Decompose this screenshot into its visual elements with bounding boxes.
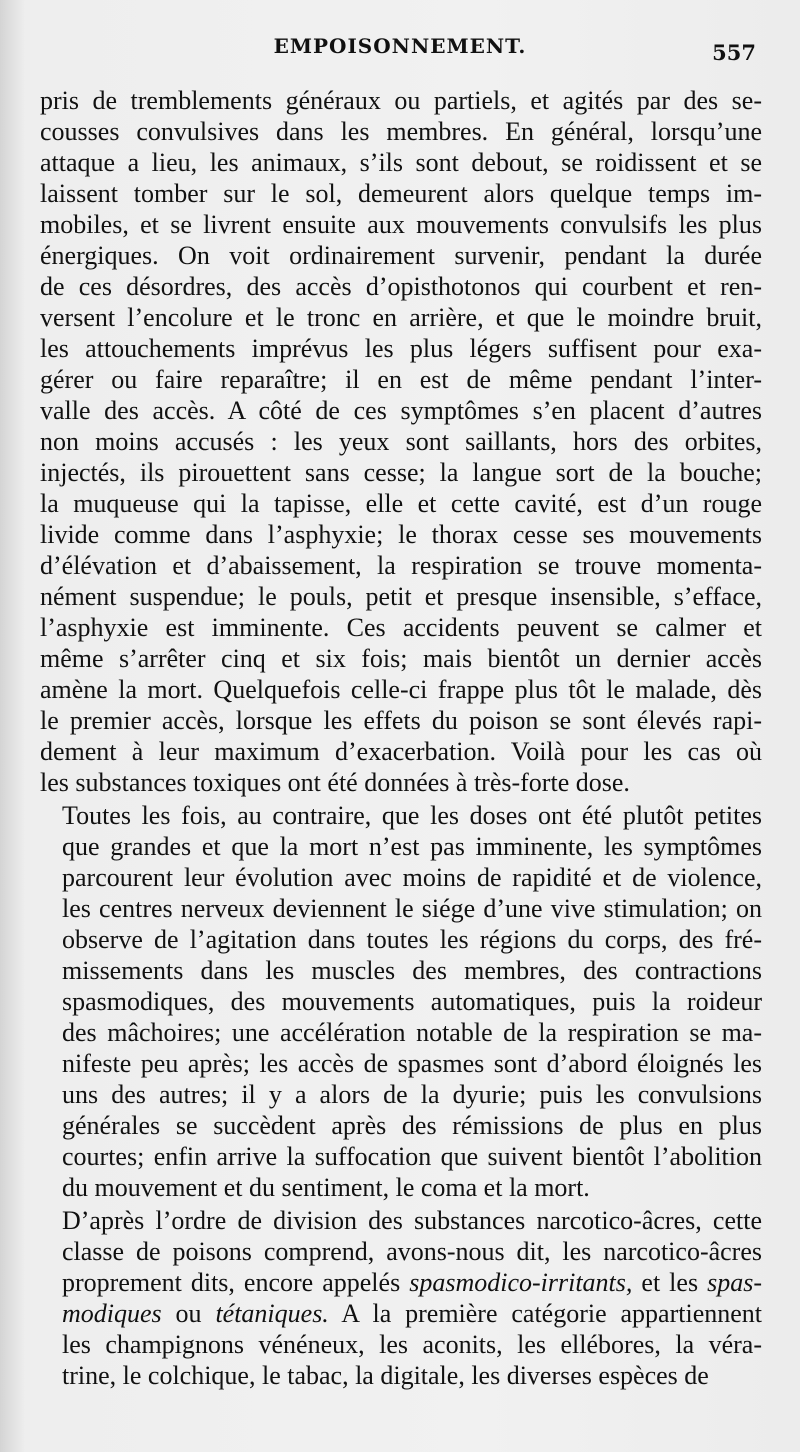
- italic-term: spas-: [707, 1268, 762, 1297]
- italic-term: modiques: [62, 1299, 162, 1328]
- text-line: missements dans les muscles des membres, des contractions: [62, 956, 762, 985]
- text-run: trine, le colchique, le tabac, la digitale, les diverses espèces de: [62, 1361, 709, 1390]
- text-line: valle des accès. A côté de ces symptômes s’en placent d’autres: [40, 396, 762, 425]
- text-line: mobiles, et se livrent ensuite aux mouvements convulsifs les plus: [40, 210, 762, 239]
- text-line: le premier accès, lorsque les effets du poison se sont élevés rapi-: [40, 706, 762, 735]
- text-line: versent l’encolure et le tronc en arrière, et que le moindre bruit,: [40, 303, 762, 332]
- text-line: énergiques. On voit ordinairement survenir, pendant la durée: [40, 241, 762, 270]
- text-line: [40, 1205, 762, 1236]
- italic-term: tétaniques.: [215, 1299, 329, 1328]
- text-line: dement à leur maximum d’exacerbation. Voilà pour les cas où: [40, 737, 762, 766]
- text-line: les substances toxiques ont été données à très-forte dose.: [40, 768, 630, 797]
- text-line: des mâchoires; une accélération notable de la respiration se ma-: [62, 1018, 762, 1047]
- paragraph-3: [40, 1205, 762, 1391]
- text-line: les centres nerveux deviennent le siége d’une vive stimulation; on: [62, 894, 762, 923]
- text-line: du mouvement et du sentiment, le coma et la mort.: [62, 1173, 590, 1202]
- text-run: les champignons vénéneux, les aconits, les ellébores, la véra-: [62, 1330, 762, 1359]
- text-line: [40, 1267, 762, 1298]
- text-run: ou: [161, 1299, 216, 1328]
- text-line: parcourent leur évolution avec moins de rapidité et de violence,: [62, 863, 762, 892]
- paragraph-1: [40, 85, 762, 798]
- text-line: la muqueuse qui la tapisse, elle et cette cavité, est d’un rouge: [40, 489, 762, 518]
- text-line: même s’arrêter cinq et six fois; mais bientôt un dernier accès: [40, 644, 762, 673]
- paragraph-2: [40, 800, 762, 1203]
- italic-term: spasmodico-irritants,: [409, 1268, 633, 1297]
- text-run: D’après l’ordre de division des substances narcotico-âcres, cette: [62, 1206, 762, 1235]
- text-line: de ces désordres, des accès d’opisthotonos qui courbent et ren-: [40, 272, 762, 301]
- text-line: les attouchements imprévus les plus légers suffisent pour exa-: [40, 334, 762, 363]
- text-line: pris de tremblements généraux ou partiels, et agités par des se-: [40, 86, 762, 115]
- text-line: nifeste peu après; les accès de spasmes sont d’abord éloignés les: [62, 1049, 762, 1078]
- text-line: attaque a lieu, les animaux, s’ils sont debout, se roidissent et se: [40, 148, 762, 177]
- text-line: l’asphyxie est imminente. Ces accidents peuvent se calmer et: [40, 613, 762, 642]
- text-run: classe de poisons comprend, avons-nous dit, les narcotico-âcres: [62, 1237, 762, 1266]
- text-line: cousses convulsives dans les membres. En général, lorsqu’une: [40, 117, 762, 146]
- text-line: [40, 1360, 762, 1391]
- text-line: gérer ou faire reparaître; il en est de même pendant l’inter-: [40, 365, 762, 394]
- text-run: proprement dits, encore appelés: [62, 1268, 410, 1297]
- text-line: nément suspendue; le pouls, petit et presque insensible, s’efface,: [40, 582, 762, 611]
- text-run: A la première catégorie appartiennent: [328, 1299, 763, 1328]
- text-line: courtes; enfin arrive la suffocation que suivent bientôt l’abolition: [62, 1142, 762, 1171]
- text-line: d’élévation et d’abaissement, la respiration se trouve momenta-: [40, 551, 762, 580]
- text-line: [40, 1298, 762, 1329]
- running-title: EMPOISONNEMENT.: [273, 34, 527, 58]
- text-run: et les: [632, 1268, 708, 1297]
- text-line: injectés, ils pirouettent sans cesse; la langue sort de la bouche;: [40, 458, 762, 487]
- page-header: [0, 32, 800, 68]
- text-line: que grandes et que la mort n’est pas imminente, les symptômes: [62, 832, 762, 861]
- text-line: [40, 1329, 762, 1360]
- text-line: [40, 1236, 762, 1267]
- text-line: spasmodiques, des mouvements automatiques, puis la roideur: [62, 987, 762, 1016]
- body-text: [40, 85, 762, 1393]
- text-line: générales se succèdent après des rémissions de plus en plus: [62, 1111, 762, 1140]
- text-line: observe de l’agitation dans toutes les régions du corps, des fré-: [62, 925, 762, 954]
- text-line: Toutes les fois, au contraire, que les doses ont été plutôt petites: [62, 801, 762, 830]
- text-line: livide comme dans l’asphyxie; le thorax cesse ses mouvements: [40, 520, 762, 549]
- text-line: amène la mort. Quelquefois celle-ci frappe plus tôt le malade, dès: [40, 675, 762, 704]
- text-line: laissent tomber sur le sol, demeurent alors quelque temps im-: [40, 179, 762, 208]
- text-line: non moins accusés : les yeux sont saillants, hors des orbites,: [40, 427, 762, 456]
- page-number: 557: [712, 40, 756, 65]
- text-line: uns des autres; il y a alors de la dyurie; puis les convulsions: [62, 1080, 762, 1109]
